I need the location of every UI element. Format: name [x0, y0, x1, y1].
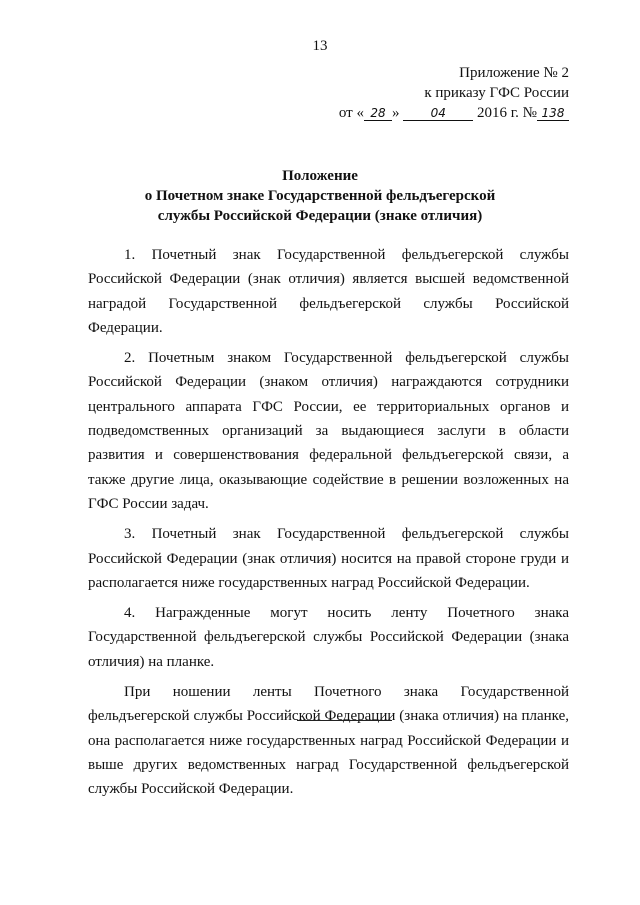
paragraph-5: При ношении ленты Почетного знака Государственной фельдъегерской службы Российской Федерации (знака отличия) на планке, она располагается ниже государственных наград Российской Федерации и выше других ведомственных наград Государственной фельдъегерской службы Российской Федерации. — [88, 684, 569, 798]
handwritten-order-number: 138 — [537, 106, 569, 121]
end-divider — [297, 720, 392, 721]
appendix-order-ref: к приказу ГФС России — [424, 85, 569, 101]
appendix-label: Приложение № 2 — [459, 65, 569, 81]
date-prefix: от « — [338, 105, 364, 121]
appendix-header — [339, 63, 569, 123]
handwritten-month: 04 — [403, 106, 473, 121]
title-line-2: о Почетном знаке Государственной фельдъегерской — [144, 188, 496, 204]
date-mid: » — [391, 105, 400, 121]
document-title — [0, 166, 640, 226]
paragraph-4: 4. Награжденные могут носить ленту Почетного знака Государственной фельдъегерской службы Российской Федерации (знака отличия) на планке. — [88, 605, 569, 670]
appendix-date-line — [339, 103, 569, 123]
paragraph-2: 2. Почетным знаком Государственной фельдъегерской службы Российской Федерации (знаком отличия) награждаются сотрудники центрального аппарата ГФС России, ее территориальных органов и подведомственных организаций за выдающиеся заслуги в области развития и совершенствования федеральной фельдъегерской связи, а также другие лица, оказывающие содействие в решении возложенных на ГФС России задач. — [88, 350, 569, 512]
paragraph-3: 3. Почетный знак Государственной фельдъегерской службы Российской Федерации (знак отличия) носится на правой стороне груди и располагается ниже государственных наград Российской Федерации. — [88, 526, 569, 591]
document-body — [88, 243, 569, 802]
paragraph-1: 1. Почетный знак Государственной фельдъегерской службы Российской Федерации (знак отличия) является высшей ведомственной наградой Государственной фельдъегерской службы Российской Федерации. — [88, 247, 569, 336]
page-number: 13 — [312, 38, 328, 54]
title-line-3: службы Российской Федерации (знаке отличия) — [157, 208, 483, 224]
handwritten-day: 28 — [364, 106, 392, 121]
title-line-1: Положение — [282, 168, 358, 184]
date-year: 2016 г. № — [476, 105, 537, 121]
